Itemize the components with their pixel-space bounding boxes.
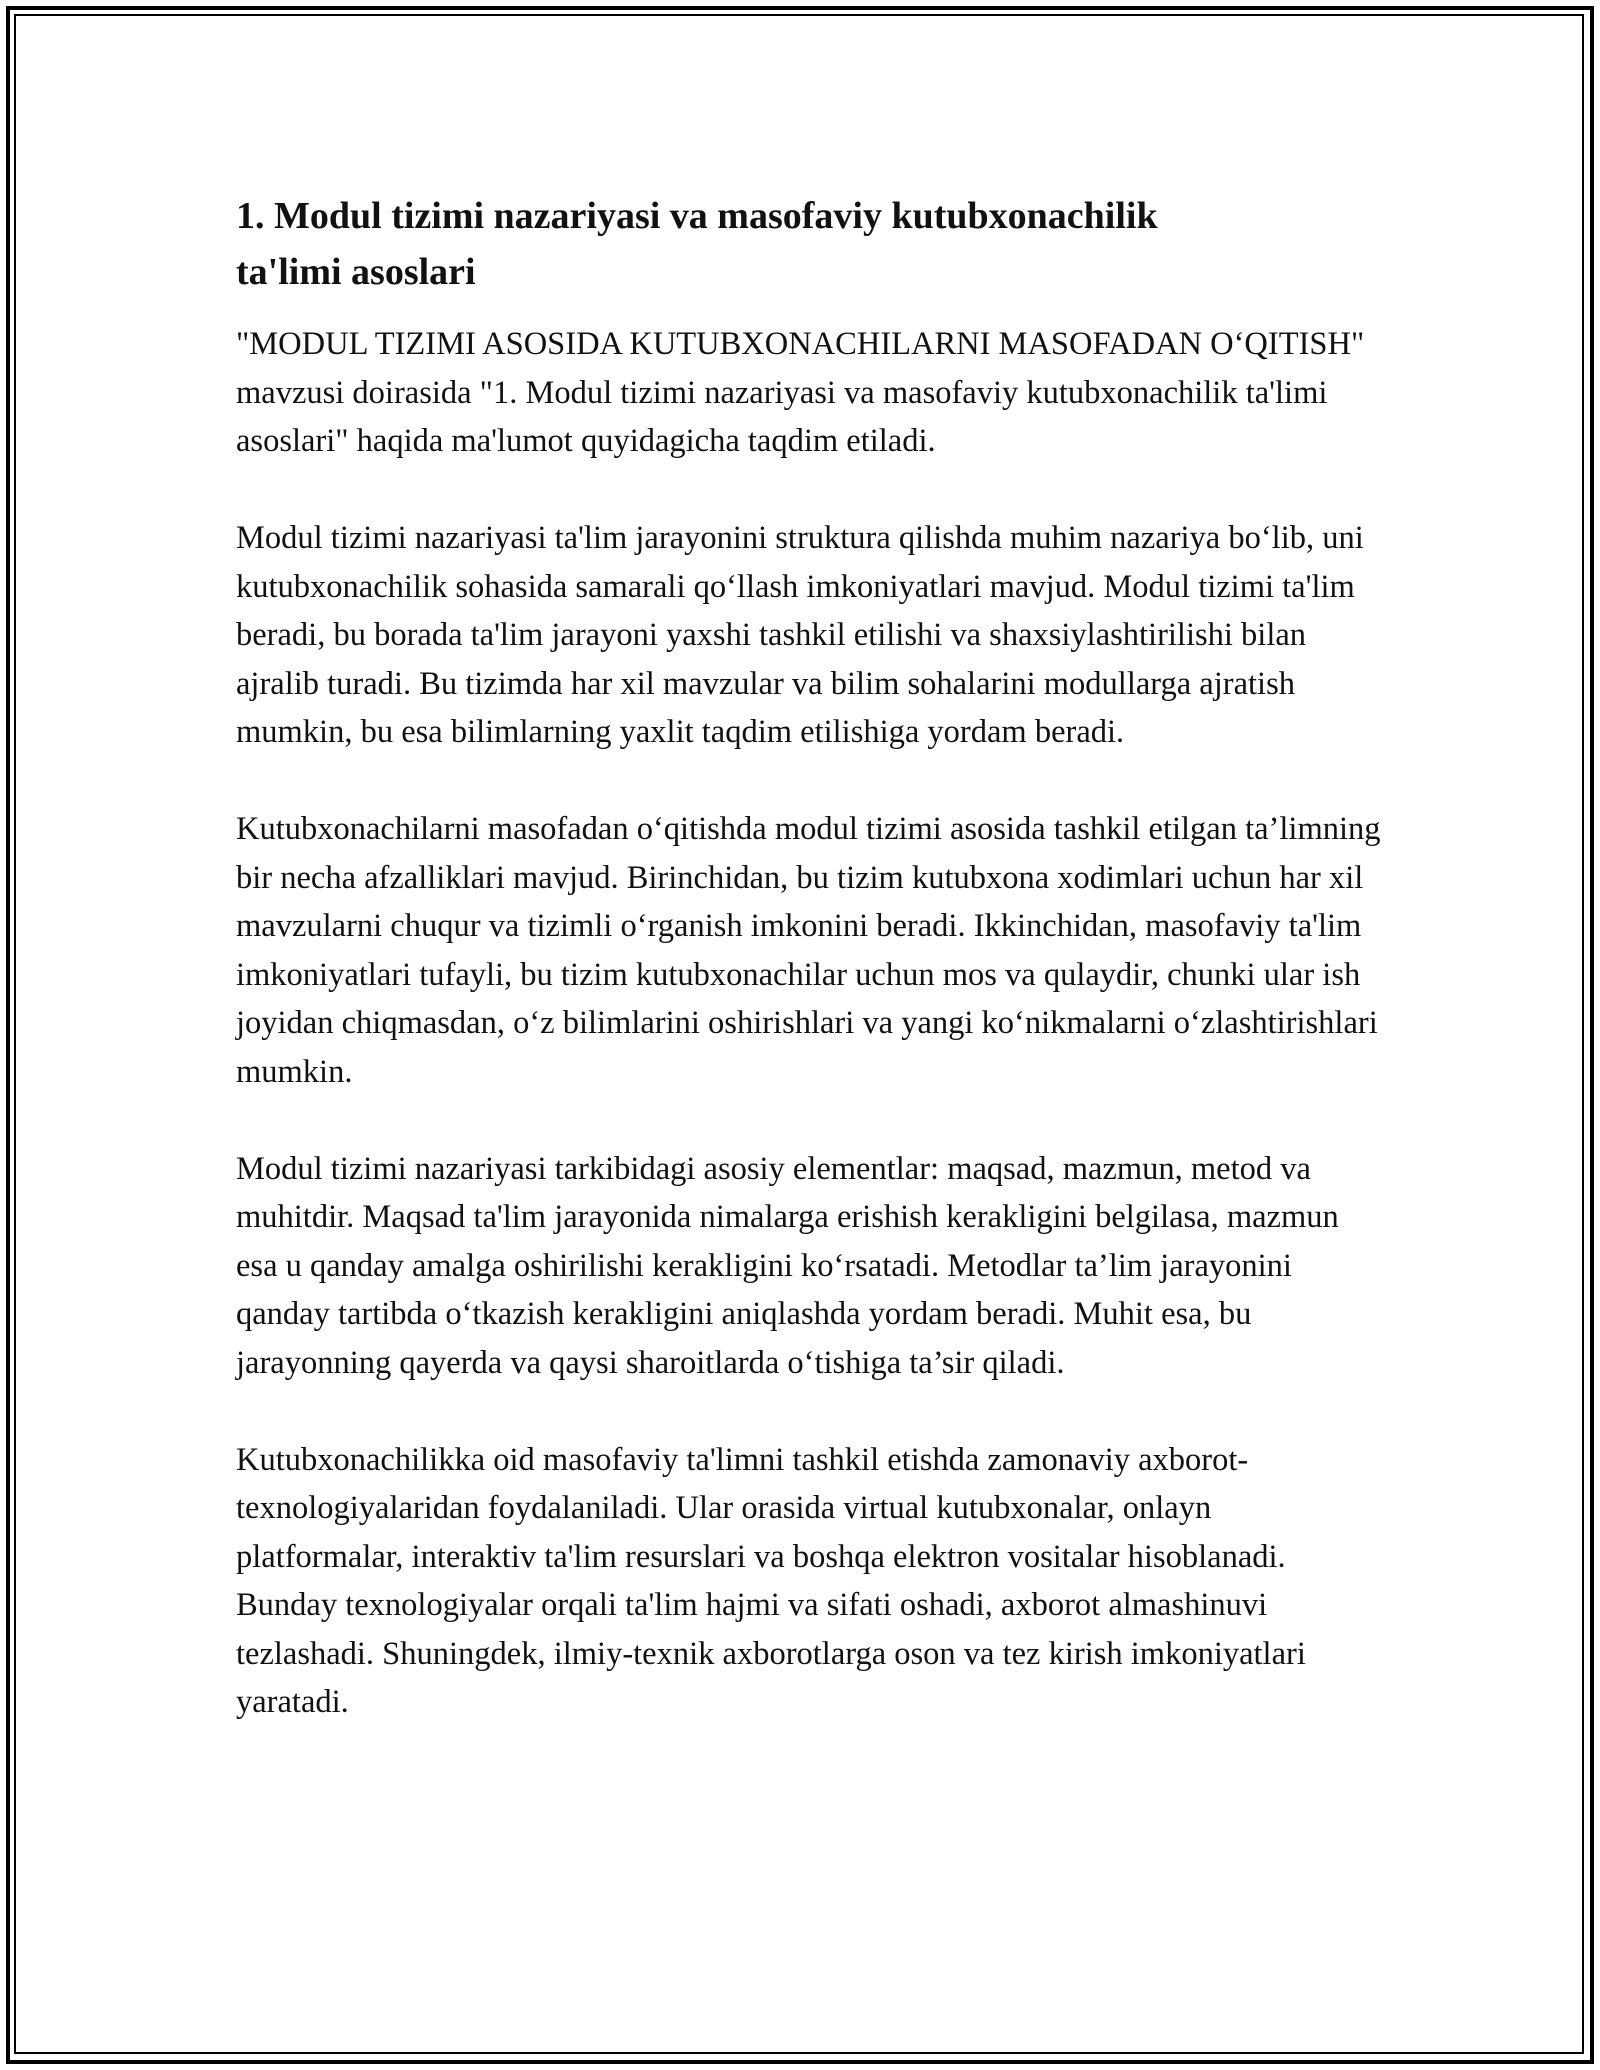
paragraph-modul-theory: Modul tizimi nazariyasi ta'lim jarayonini struktura qilishda muhim nazariya bo‘lib, uni kutubxonachilik sohasida samarali qo‘llash imkoniyatlari mavjud. Modul tizimi ta'lim beradi, bu borada ta'lim jarayoni yaxshi tashkil etilishi va shaxsiylashtirilishi bilan ajralib turadi. Bu tizimda har xil mavzular va bilim sohalarini modullarga ajratish mumkin, bu esa bilimlarning yaxlit taqdim etilishiga yordam beradi. <box>236 520 1364 750</box>
paragraph-elements: Modul tizimi nazariyasi tarkibidagi asosiy elementlar: maqsad, mazmun, metod va muhitdir. Maqsad ta'lim jarayonida nimalarga erishish kerakligini belgilasa, mazmun esa u qanday amalga oshirilishi kerakligini ko‘rsatadi. Metodlar ta’lim jarayonini qanday tartibda o‘tkazish kerakligini aniqlashda yordam beradi. Muhit esa, bu jarayonning qayerda va qaysi sharoitlarda o‘tishiga ta’sir qiladi. <box>236 1150 1339 1381</box>
document-body <box>236 188 1386 1775</box>
paragraph-advantages: Kutubxonachilarni masofadan o‘qitishda modul tizimi asosida tashkil etilgan ta’limning bir necha afzalliklari mavjud. Birinchidan, bu tizim kutubxona xodimlari uchun har xil mavzularni chuqur va tizimli o‘rganish imkonini beradi. Ikkinchidan, masofaviy ta'lim imkoniyatlari tufayli, bu tizim kutubxonachilar uchun mos va qulaydir, chunki ular ish joyidan chiqmasdan, o‘z bilimlarini oshirishlari va yangi ko‘nikmalarni o‘zlashtirishlari mumkin. <box>236 811 1381 1090</box>
section-heading: 1. Modul tizimi nazariyasi va masofaviy kutubxonachilik ta'limi asoslari <box>236 195 1158 293</box>
intro-paragraph: "MODUL TIZIMI ASOSIDA KUTUBXONACHILARNI MASOFADAN O‘QITISH" mavzusi doirasida "1. Modul tizimi nazariyasi va masofaviy kutubxonachilik ta'limi asoslari" haqida ma'lumot quyidagicha taqdim etiladi. <box>236 326 1365 459</box>
paragraph-technologies: Kutubxonachilikka oid masofaviy ta'limni tashkil etishda zamonaviy axborot-texnologiyalaridan foydalaniladi. Ular orasida virtual kutubxonalar, onlayn platformalar, interaktiv ta'lim resurslari va boshqa elektron vositalar hisoblanadi. Bunday texnologiyalar orqali ta'lim hajmi va sifati oshadi, axborot almashinuvi tezlashadi. Shuningdek, ilmiy-texnik axborotlarga oson va tez kirish imkoniyatlari yaratadi. <box>236 1441 1306 1720</box>
